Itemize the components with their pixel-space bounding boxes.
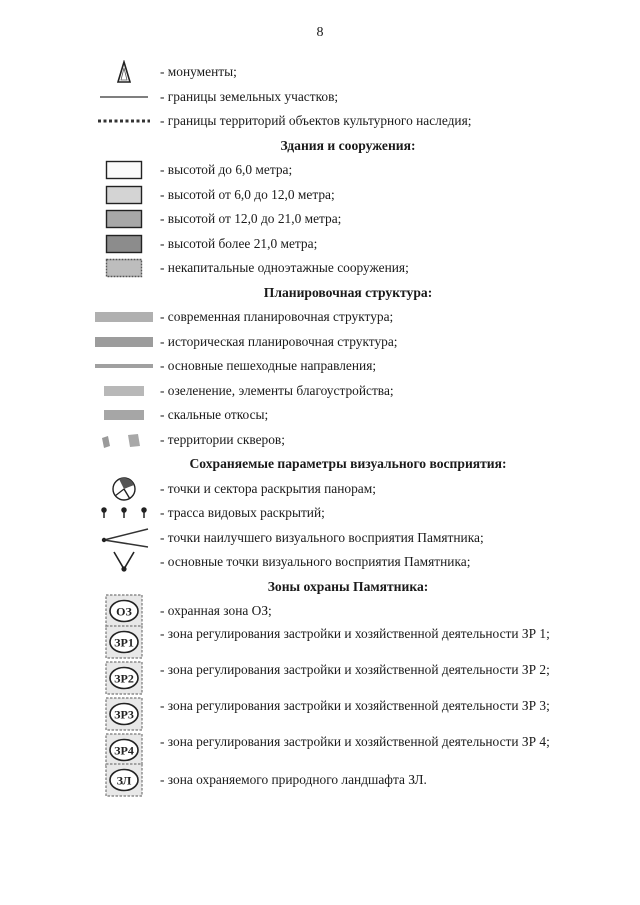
legend-label: - монументы; [160, 64, 237, 79]
legend-item [88, 183, 608, 208]
legend-label: - трасса видовых раскрытий; [160, 505, 325, 520]
legend-label: - границы территорий объектов культурного наследия; [160, 113, 472, 128]
legend-label: - некапитальные одноэтажные сооружения; [160, 260, 409, 275]
legend-label: - охранная зона ОЗ; [160, 603, 272, 618]
zone-zr3-icon [88, 696, 160, 732]
legend-item [88, 60, 608, 85]
legend-item [88, 599, 608, 624]
best-view-point-icon [88, 526, 160, 550]
building-height-4-icon [88, 232, 160, 256]
zone-zr2-icon [88, 660, 160, 696]
legend-label: - современная планировочная структура; [160, 309, 394, 324]
legend-label: - зона регулирования застройки и хозяйственной деятельности ЗР 2; [160, 661, 550, 677]
historic-structure-icon [88, 330, 160, 354]
legend-item [88, 696, 608, 732]
legend-label: - основные точки визуального восприятия Памятника; [160, 554, 471, 569]
legend-label: - зона регулирования застройки и хозяйственной деятельности ЗР 4; [160, 733, 550, 749]
legend-item [88, 256, 608, 281]
legend-item [88, 428, 608, 453]
legend-item [88, 501, 608, 526]
building-height-1-icon [88, 158, 160, 182]
legend-item [88, 550, 608, 575]
section-heading: Сохраняемые параметры визуального восприятия: [189, 456, 507, 471]
legend-label: - озеленение, элементы благоустройства; [160, 382, 394, 398]
zone-badge-label: ЗР4 [114, 743, 134, 757]
modern-structure-icon [88, 305, 160, 329]
zone-badge-label: ЗР1 [114, 635, 134, 649]
legend-label: - зона регулирования застройки и хозяйственной деятельности ЗР 1; [160, 625, 550, 641]
legend [88, 60, 608, 792]
parcel-boundary-line-icon [88, 85, 160, 109]
zone-badge-label: ЗР2 [114, 671, 134, 685]
legend-item [88, 660, 608, 696]
zone-zr1-icon [88, 624, 160, 660]
zone-badge-label: ЗР3 [114, 707, 134, 721]
heritage-boundary-dotted-icon [88, 109, 160, 133]
section-heading: Зоны охраны Памятника: [267, 578, 429, 594]
monument-icon [88, 60, 160, 84]
rock-slope-icon [88, 403, 160, 427]
pedestrian-direction-icon [88, 354, 160, 378]
legend-item [88, 85, 608, 110]
zone-oz-icon [88, 599, 160, 623]
page-number: 8 [316, 25, 324, 40]
legend-label: - основные пешеходные направления; [160, 358, 377, 373]
building-height-2-icon [88, 183, 160, 207]
legend-item [88, 624, 608, 660]
legend-item [88, 305, 608, 330]
main-view-point-icon [88, 550, 160, 574]
section-heading: Здания и сооружения: [280, 137, 416, 153]
legend-item [88, 768, 608, 793]
legend-item [88, 477, 608, 502]
legend-item [88, 232, 608, 257]
view-route-icon [88, 501, 160, 525]
legend-label: - точки наилучшего визуального восприятия Памятника; [160, 529, 484, 545]
legend-label: - высотой от 12,0 до 21,0 метра; [160, 211, 342, 226]
zone-badge-label: ОЗ [116, 604, 132, 619]
legend-label: - зона регулирования застройки и хозяйственной деятельности ЗР 3; [160, 697, 550, 713]
legend-label: - высотой до 6,0 метра; [160, 162, 293, 177]
legend-label: - скальные откосы; [160, 407, 269, 422]
legend-label: - историческая планировочная структура; [160, 333, 398, 349]
legend-label: - зона охраняемого природного ландшафта ЗЛ. [160, 771, 427, 787]
legend-item [88, 330, 608, 355]
zone-zl-icon [88, 768, 160, 792]
legend-item [88, 379, 608, 404]
legend-item [88, 732, 608, 768]
legend-label: - высотой более 21,0 метра; [160, 235, 318, 251]
zone-badge-label: ЗЛ [116, 773, 132, 787]
legend-label: - высотой от 6,0 до 12,0 метра; [160, 186, 335, 202]
legend-item [88, 158, 608, 183]
legend-item [88, 526, 608, 551]
temporary-structure-icon [88, 256, 160, 280]
legend-label: - территории скверов; [160, 431, 285, 447]
greenery-icon [88, 379, 160, 403]
square-territory-icon [88, 428, 160, 452]
legend-label: - точки и сектора раскрытия панорам; [160, 480, 376, 496]
section-heading: Планировочная структура: [263, 284, 433, 300]
legend-item [88, 354, 608, 379]
legend-label: - границы земельных участков; [160, 88, 339, 104]
legend-item [88, 207, 608, 232]
legend-item [88, 403, 608, 428]
building-height-3-icon [88, 207, 160, 231]
legend-item [88, 109, 608, 134]
panorama-point-icon [88, 477, 160, 501]
